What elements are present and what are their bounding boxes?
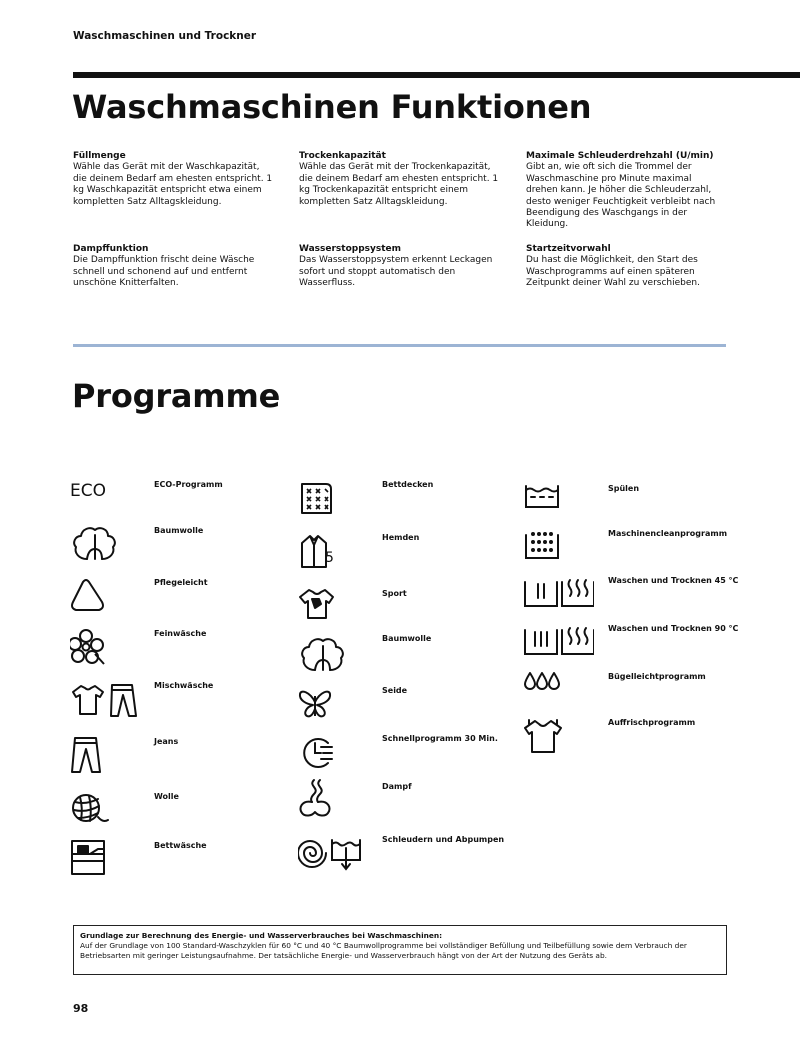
program-label: Feinwäsche (154, 629, 207, 638)
rinse-icon (524, 481, 594, 525)
feature-title: Maximale Schleuderdrehzahl (U/min) (526, 151, 714, 161)
program-label: Maschinencleanprogramm (608, 529, 728, 538)
program-label: Auffrischprogramm (608, 718, 696, 727)
program-label: ECO-Programm (154, 480, 223, 489)
feature-trockenkapazitaet (299, 151, 499, 208)
feature-text: Wähle das Gerät mit der Waschkapazität, die deinem Bedarf am ehesten entspricht. 1 kg Waschkapazität entspricht etwa einem kompletten Satz Alltagskleidung. (73, 162, 273, 207)
program-label: Pflegeleicht (154, 578, 208, 587)
program-label: Mischwäsche (154, 681, 214, 690)
program-label: Sport (382, 589, 407, 598)
page-number: 98 (73, 1002, 89, 1015)
program-label: Dampf (382, 782, 412, 791)
feature-text: Wähle das Gerät mit der Trockenkapazität, die deinem Bedarf am ehesten entspricht. 1 kg Trockenkapazität entspricht einem kompletten Satz Alltagskleidung. (299, 162, 499, 207)
energy-info-box (73, 925, 727, 975)
info-box-text: Auf der Grundlage von 100 Standard-Waschzyklen für 60 °C und 40 °C Baumwollprogramme bei vollständiger Befüllung und Teilbefüllung sowie dem Verbrauch der Betriebsarten mit geringer Leistungsaufnahme. Der tatsächliche Energie- und Wasserverbrauch hängt von der Art der Nutzung des Geräts ab. (80, 941, 687, 960)
program-label: Bettwäsche (154, 841, 207, 850)
program-label: Schnellprogramm 30 Min. (382, 734, 498, 743)
feature-dampffunktion (73, 244, 273, 290)
feature-title: Füllmenge (73, 151, 126, 161)
program-label: Spülen (608, 484, 640, 493)
wash-dry-90-icon (524, 622, 594, 666)
mixed-laundry-icon (70, 677, 140, 721)
feature-text: Die Dampffunktion frischt deine Wäsche schnell und schonend auf und entfernt unschöne Knitterfalten. (73, 255, 255, 289)
program-label: Wolle (154, 792, 179, 801)
feature-text: Das Wasserstoppsystem erkennt Leckagen sofort und stoppt automatisch den Wasserfluss. (299, 255, 493, 289)
shirts-icon-number: 5 (325, 550, 334, 566)
program-label: Waschen und Trocknen 90 °C (608, 624, 739, 633)
program-label: Seide (382, 686, 408, 695)
cotton-icon (298, 632, 368, 676)
easy-care-icon (70, 574, 140, 618)
refresh-shirt-icon (524, 716, 594, 760)
section-label: Waschmaschinen und Trockner (73, 30, 257, 42)
feature-title: Dampffunktion (73, 244, 149, 254)
section-divider (73, 344, 726, 347)
easy-iron-drops-icon (524, 670, 594, 714)
program-label: Waschen und Trocknen 45 °C (608, 576, 739, 585)
feature-title: Wasserstoppsystem (299, 244, 402, 254)
top-rule (73, 72, 800, 78)
program-label: Jeans (154, 737, 179, 746)
program-label: Baumwolle (154, 526, 204, 535)
bed-linen-icon (70, 837, 140, 881)
drum-clean-icon (524, 527, 594, 571)
cotton-icon (70, 521, 140, 565)
shirts-icon (298, 531, 368, 575)
wool-icon (70, 787, 140, 831)
program-label: Baumwolle (382, 634, 432, 643)
eco-icon (70, 475, 140, 519)
functions-title: Waschmaschinen Funktionen (72, 88, 592, 126)
duvet-icon (298, 478, 368, 522)
quick-wash-icon (298, 731, 368, 775)
wash-dry-45-icon (524, 574, 594, 618)
program-label: Bügelleichtprogramm (608, 672, 706, 681)
feature-fuellmenge (73, 151, 273, 208)
eco-icon-text: ECO (70, 481, 106, 501)
feature-title: Trockenkapazität (299, 151, 386, 161)
silk-butterfly-icon (298, 684, 368, 728)
feature-schleuderdrehzahl (526, 151, 726, 231)
jeans-icon (70, 733, 140, 777)
program-label: Bettdecken (382, 480, 434, 489)
feature-text: Du hast die Möglichkeit, den Start des Waschprogramms auf einen späteren Zeitpunkt deiner Wahl zu verschieben. (526, 255, 700, 289)
feature-startzeitvorwahl (526, 244, 726, 290)
programs-title: Programme (72, 377, 281, 415)
feature-text: Gibt an, wie oft sich die Trommel der Waschmaschine pro Minute maximal drehen kann. Je höher die Schleuderzahl, desto weniger Feuchtigkeit verbleibt nach Beendigung des Waschgangs in der Kleidung. (526, 162, 716, 230)
feature-wasserstoppsystem (299, 244, 499, 290)
program-label: Hemden (382, 533, 420, 542)
steam-icon (298, 778, 368, 822)
info-box-title: Grundlage zur Berechnung des Energie- und Wasserverbrauches bei Waschmaschinen: (80, 931, 443, 940)
delicate-flower-icon (70, 625, 140, 669)
spin-drain-icon (298, 832, 368, 876)
feature-title: Startzeitvorwahl (526, 244, 611, 254)
program-label: Schleudern und Abpumpen (382, 835, 505, 844)
sportswear-icon (298, 585, 368, 629)
